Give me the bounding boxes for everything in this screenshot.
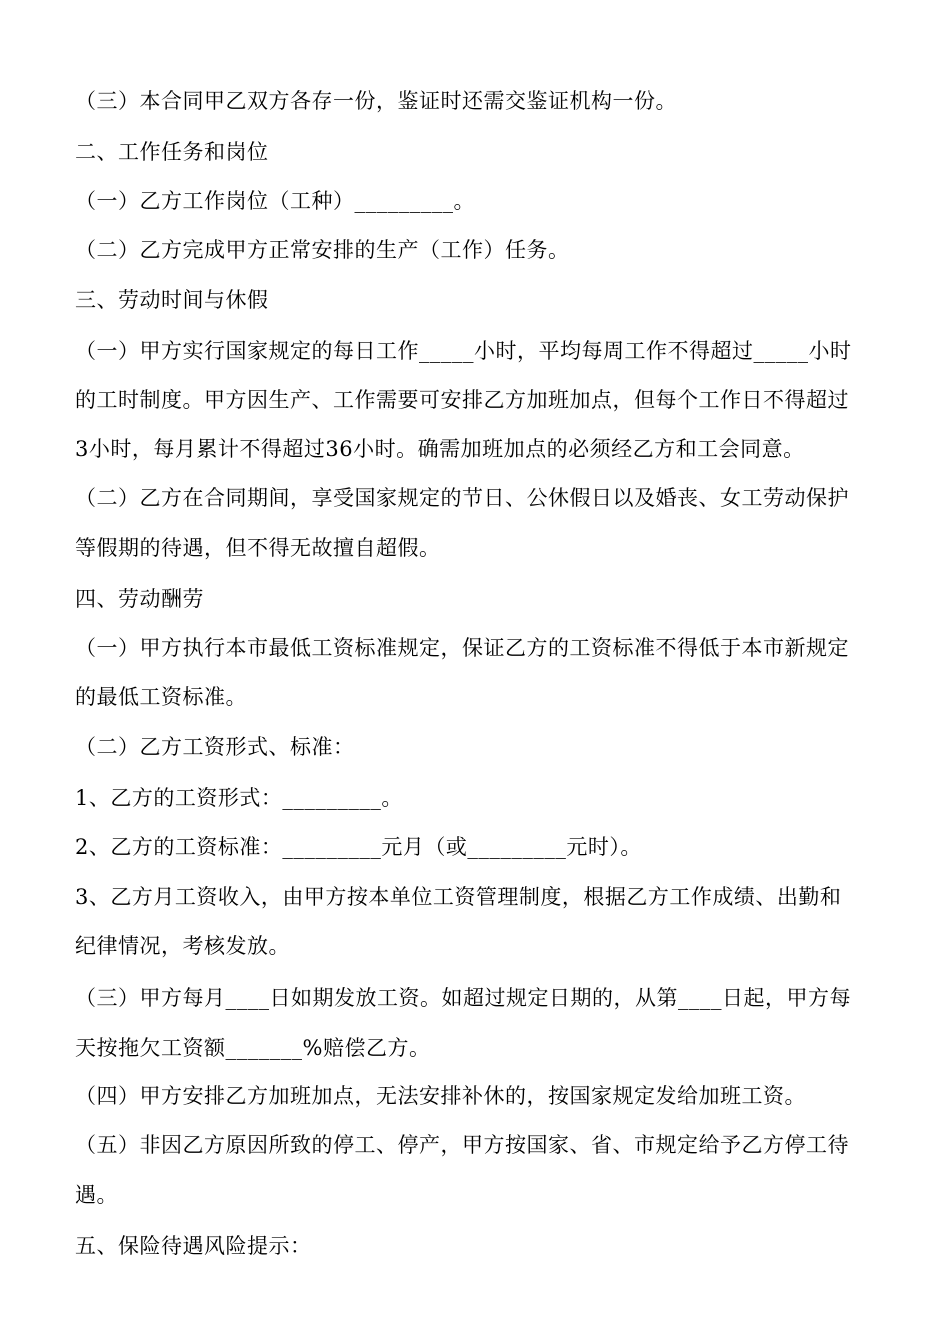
clause-text: （三）甲方每月____日如期发放工资。如超过规定日期的，从第____日起，甲方每 (75, 986, 851, 1010)
clause-text: 2、乙方的工资标准：_________元月（或_________元时）。 (75, 835, 642, 859)
clause-text: 遇。 (75, 1183, 118, 1207)
clause-text: 3、乙方月工资收入，由甲方按本单位工资管理制度，根据乙方工作成绩、出勤和 (75, 885, 842, 909)
clause-text: 天按拖欠工资额_______%赔偿乙方。 (75, 1036, 431, 1060)
clause-text: （五）非因乙方原因所致的停工、停产，甲方按国家、省、市规定给予乙方停工待 (75, 1133, 849, 1157)
clause-text: 3小时，每月累计不得超过36小时。确需加班加点的必须经乙方和工会同意。 (75, 437, 805, 461)
clause-text: （一）甲方执行本市最低工资标准规定，保证乙方的工资标准不得低于本市新规定 (75, 636, 849, 660)
section-heading: 三、劳动时间与休假 (75, 288, 269, 312)
clause-text: （二）乙方完成甲方正常安排的生产（工作）任务。 (75, 238, 570, 262)
clause-text: 纪律情况，考核发放。 (75, 934, 290, 958)
clause-text: （三）本合同甲乙双方各存一份，鉴证时还需交鉴证机构一份。 (75, 89, 677, 113)
clause-text: 等假期的待遇，但不得无故擅自超假。 (75, 536, 441, 560)
clause-text: （二）乙方在合同期间，享受国家规定的节日、公休假日以及婚丧、女工劳动保护 (75, 486, 849, 510)
clause-text: （一）甲方实行国家规定的每日工作_____小时，平均每周工作不得超过_____小时 (75, 339, 852, 363)
clause-text: （一）乙方工作岗位（工种）_________。 (75, 189, 475, 213)
clause-text: （四）甲方安排乙方加班加点，无法安排补休的，按国家规定发给加班工资。 (75, 1084, 806, 1108)
section-heading: 五、保险待遇风险提示： (75, 1234, 312, 1258)
clause-text: 的工时制度。甲方因生产、工作需要可安排乙方加班加点，但每个工作日不得超过 (75, 388, 849, 412)
clause-text: 的最低工资标准。 (75, 685, 247, 709)
section-heading: 二、工作任务和岗位 (75, 140, 269, 164)
clause-text: 1、乙方的工资形式：_________。 (75, 786, 403, 810)
section-heading: 四、劳动酬劳 (75, 587, 204, 611)
clause-text: （二）乙方工资形式、标准： (75, 735, 355, 759)
